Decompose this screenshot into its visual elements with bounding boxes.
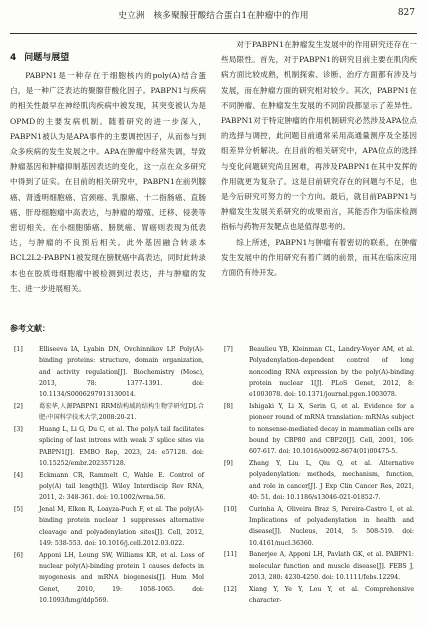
reference-item: [224, 401, 414, 457]
reference-text: Huang L, Li G, Du C, et al. The polyA tail facilitates splicing of last introns with weak 3′ splice sites via PABPN1[J]. EMBO Rep, 2023, 24: e57128. doi: 10.15252/embr.202357128.: [39, 426, 204, 467]
reference-text: 葛宏华,人源PABPN1 RRM结构域的结构生物学研究[D].合肥:中国科学技术大学,2008:20-21.: [39, 402, 204, 422]
reference-item: [14, 424, 204, 469]
reference-item: [224, 458, 414, 503]
reference-text: Elliseeva IA, Lyabin DN, Ovchinnikov LP. Poly(A)-binding proteins: structure, domain organization, and activity regulation[J]. Biochemistry (Mosc), 2013, 78: 1377-1391. doi: 10.1134/S0006297913130014.: [39, 346, 204, 399]
body-paragraph: 综上所述，PABPN1与肿瘤有着密切的联系，在肿瘤发生发展中的作用研究有着广阔的前景，而其在临床应用方面仍有待开发。: [221, 237, 417, 278]
reference-item: [224, 584, 414, 607]
reference-number: [5]: [14, 506, 23, 514]
reference-number: [9]: [224, 459, 233, 467]
reference-number: [11]: [224, 551, 237, 559]
section-number: 4: [10, 53, 17, 63]
body-paragraph: PABPN1是一种存在于细胞核内的poly(A)结合蛋白，是一种广泛表达的聚腺苷酸化因子。PABPN1与疾病的相关性最早在神经肌肉疾病中被发现，其突变被认为是OPMD的主要发病机制。随着研究的进一步深入，PABPN1被认为是APA事件的主要调控因子，从而参与到众多疾病的发生发展之中。APA在肿瘤中经常失调，导致肿瘤基因和肿瘤抑制基因表达的变化，这一点在众多研究中得到了证实。在目前的相关研究中，PABPN1在前列腺癌、肾透明细胞癌、宫颈癌、乳腺癌、十二指肠癌、直肠癌、肝母细胞瘤中高表达，与肿瘤的增殖、迁移、侵袭等密切相关。在小细胞肺癌、膀胱癌、胃癌则表现为低表达，与肿瘤的不良预后相关。此外基因融合转录本BCL2L2-PABPN1被发现在膀胱癌中高表达，同时此转录本也在胶质母细胞瘤中被检测到过表达，并与肿瘤的发生、进一步进展相关。: [10, 71, 206, 293]
reference-item: [14, 401, 204, 424]
right-column: [221, 37, 417, 280]
section-title: 问题与展望: [24, 53, 70, 63]
reference-text: Apponi LH, Leung SW, Williams KR, et al. Loss of nuclear poly(A)-binding protein 1 causes defects in myogenesis and mRNA biogenesis[J]. Hum Mol Genet, 2010, 19: 1058-1065. doi: 10.1093/hmg/ddp569.: [39, 551, 204, 605]
reference-number: [7]: [224, 346, 233, 353]
reference-item: [14, 344, 204, 400]
reference-number: [4]: [14, 471, 23, 479]
reference-text: Curinha A, Oliveira Braz S, Pereira-Castro I, et al. Implications of polyadenylation in health and disease[J]. Nucleus, 2014, 5: 508-519. doi: 10.4161/nucl.36360.: [249, 505, 414, 547]
reference-text: Beaulieu YB, Kleinman CL, Landry-Voyer AM, et al. Polyadenylation-dependent control of long noncoding RNA expression by the poly(A)-binding protein nuclear 1[J]. PLoS Genet, 2012, 8: e1003078. doi: 10.1371/journal.pgen.1003078.: [249, 346, 414, 399]
reference-text: Xiang Y, Ye Y, Lou Y, et al. Comprehensive character-: [249, 585, 414, 605]
reference-text: Banerjee A, Apponi LH, Pavlath GK, et al. PABPN1: molecular function and muscle disease[J]. FEBS J, 2013, 280: 4230-4250. doi: 10.1111/febs.12294.: [249, 551, 414, 581]
references-left-column: [14, 344, 204, 607]
reference-number: [1]: [14, 346, 23, 353]
reference-item: [14, 470, 204, 504]
reference-number: [2]: [14, 402, 23, 410]
reference-item: [224, 504, 414, 549]
reference-number: [10]: [224, 505, 237, 513]
reference-text: Ishigaki Y, Li X, Serin G, et al. Evidence for a pioneer round of mRNA translation: mRNAs subject to nonsense-mediated decay in mammalian cells are bound by CBP80 and CBP20[J]. Cell, 2001, 106: 607-617. doi: 10.1016/s0092-8674(01)00475-5.: [249, 402, 414, 456]
references-title: 参考文献：: [10, 324, 50, 333]
reference-item: [224, 344, 414, 400]
reference-item: [14, 550, 204, 606]
reference-item: [14, 504, 204, 549]
reference-number: [3]: [14, 426, 23, 434]
references-right-column: [224, 344, 414, 607]
reference-item: [224, 549, 414, 583]
reference-number: [8]: [224, 402, 233, 410]
running-title: 史立洲 核多聚腺苷酸结合蛋白1在肿瘤中的作用: [118, 11, 309, 21]
left-column: [10, 51, 206, 296]
section-heading: [10, 51, 206, 65]
reference-text: Jenal M, Elkon R, Loayza-Puch F, et al. The poly(A)-binding protein nuclear 1 suppresses alternative cleavage and polyadenylation sites[J]. Cell, 2012, 149: 538-553. doi: 10.1016/j.cell.2012.03.022.: [39, 506, 204, 548]
reference-number: [12]: [224, 585, 237, 593]
body-paragraph: 对于PABPN1在肿瘤发生发展中的作用研究还存在一些局限性。首先，对于PABPN1的研究目前主要在肌肉疾病方面比较成熟，机制探索、诊断、治疗方面都有涉及与发展，而在肿瘤方面的研究相对较少。其次，PABPN1在不同肿瘤、在肿瘤发生发展的不同阶段都显示了差异性。PABPN1对于特定肿瘤的作用机制研究必然涉及APA位点的选择与调控，此问题目前通常采用高通量测序及全基因组差异分析解决。在目前的相关研究中，APA位点的选择与变化问题研究尚且困难，再涉及PABPN1在其中发挥的作用就更为复杂了。这是目前研究存在的问题与不足，也是今后研究可努力的一个方向。最后，就目前PABPN1与肿瘤发生发展关系研究的成果而言，其能否作为临床检测指标与药物开发靶点也是值得思考的。: [221, 40, 417, 232]
reference-number: [6]: [14, 551, 23, 559]
header-rule: [10, 33, 417, 34]
page-number: 827: [397, 8, 415, 18]
reference-text: Eckmann CR, Rammelt C, Wahle E. Control of poly(A) tail length[J]. Wiley Interdiscip Rev RNA, 2011, 2: 348-361. doi: 10.1002/wrna.56.: [39, 471, 204, 502]
running-header: [0, 7, 427, 25]
reference-text: Zhang Y, Liu L, Qiu Q, et al. Alternative polyadenylation: methods, mechanism, function, and role in cancer[J]. J Exp Clin Cancer Res, 2021, 40: 51. doi: 10.1186/s13046-021-01852-7.: [249, 459, 414, 501]
